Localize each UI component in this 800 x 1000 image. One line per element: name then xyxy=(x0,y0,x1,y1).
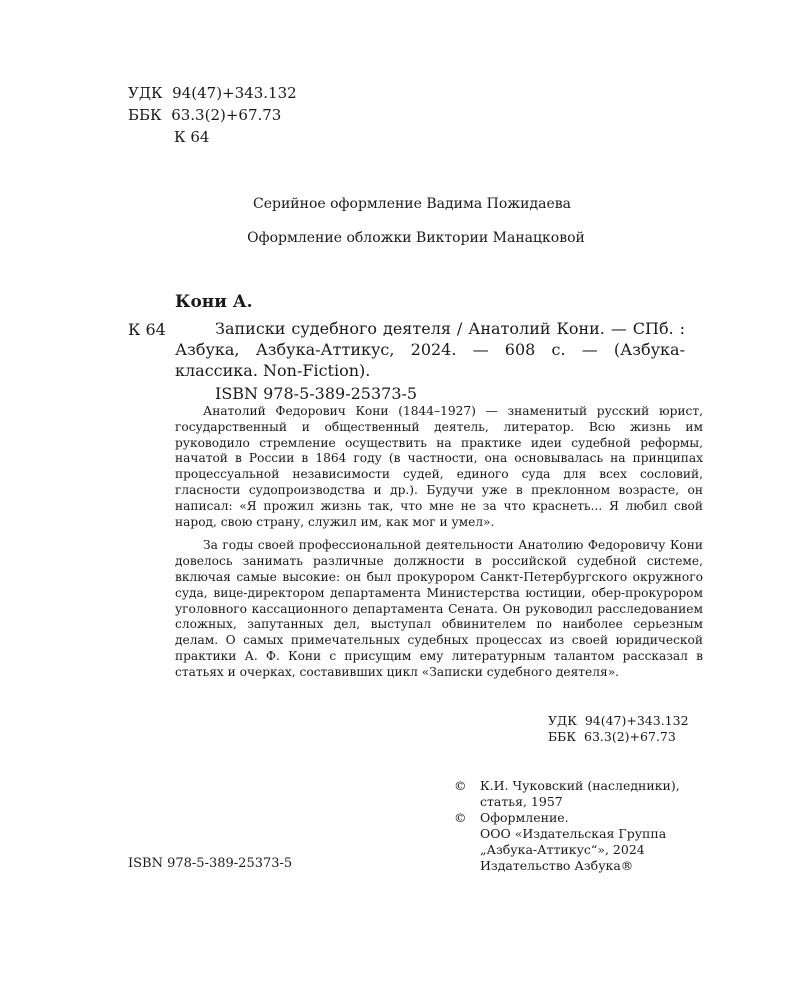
bibliographic-text: Записки судебного деятеля / Анатолий Кони. — СПб. : Азбука, Азбука-Аттикус, 2024. — 608 с. — (Азбука-классика. Non-Fiction). xyxy=(175,319,685,380)
author-heading: Кони А. xyxy=(175,292,253,312)
isbn-record: ISBN 978-5-389-25373-5 xyxy=(215,384,418,403)
series-design-credit: Серийное оформление Вадима Пожидаева xyxy=(253,196,571,212)
bbk-code: ББК 63.3(2)+67.73 xyxy=(128,106,282,124)
author-mark-margin: К 64 xyxy=(128,320,166,339)
top-classification-block xyxy=(128,82,297,148)
copyright-line xyxy=(454,810,680,826)
annotation-paragraph-1: Анатолий Федорович Кони (1844–1927) — знаменитый русский юрист, государственный и общественный деятель, литератор. Всю жизнь им руководило стремление осуществить на практике идеи судебной реформы, начатой в России в 1864 году (в частности, она основывалась на принципах процессуальной независимости судей, единого суда для всех сословий, гласности судопроизводства и др.). Будучи уже в преклонном возрасте, он написал: «Я прожил жизнь так, что мне не за что краснеть... Я любил свой народ, свою страну, служил им, как мог и умел». xyxy=(175,404,703,529)
bbk-code-bottom: ББК 63.3(2)+67.73 xyxy=(548,729,676,744)
copyright-holder-1: К.И. Чуковский (наследники), xyxy=(480,778,680,793)
copyright-publisher-name: „Азбука-Аттикус“», 2024 xyxy=(480,842,645,857)
design-credits xyxy=(0,187,800,255)
copyright-publisher-imprint: Издательство Азбука® xyxy=(480,858,634,873)
annotation-paragraph-2: За годы своей профессиональной деятельности Анатолию Федоровичу Кони довелось занимать различные должности в российской судебной системе, включая самые высокие: он был прокурором Санкт-Петербургского окружного суда, вице-директором департамента Министерства юстиции, обер-прокурором уголовного кассационного департамента Сената. Он руководил расследованием сложных, запутанных дел, выступал обвинителем по наиболее серьезным делам. О самых примечательных судебных процессах из своей юридической практики А. Ф. Кони с присущим ему литературным талантом рассказал в статьях и очерках, составивших цикл «Записки судебного деятеля». xyxy=(175,538,703,679)
copyright-symbol: © xyxy=(454,778,467,793)
udk-code: УДК 94(47)+343.132 xyxy=(128,84,297,102)
copyright-publisher-group: ООО «Издательская Группа xyxy=(480,826,667,841)
annotation xyxy=(175,404,703,681)
copyright-design: Оформление. xyxy=(480,810,569,825)
author-mark: К 64 xyxy=(174,128,210,146)
copyright-line xyxy=(454,778,680,794)
bibliographic-description xyxy=(175,318,685,381)
bottom-classification-block xyxy=(548,713,689,745)
copyright-holder-1-detail: статья, 1957 xyxy=(480,794,563,809)
cover-design-credit: Оформление обложки Виктории Манацковой xyxy=(247,230,585,246)
isbn-footer: ISBN 978-5-389-25373-5 xyxy=(128,856,293,871)
udk-code-bottom: УДК 94(47)+343.132 xyxy=(548,713,689,728)
copyright-symbol: © xyxy=(454,810,467,825)
copyright-block xyxy=(454,778,680,874)
